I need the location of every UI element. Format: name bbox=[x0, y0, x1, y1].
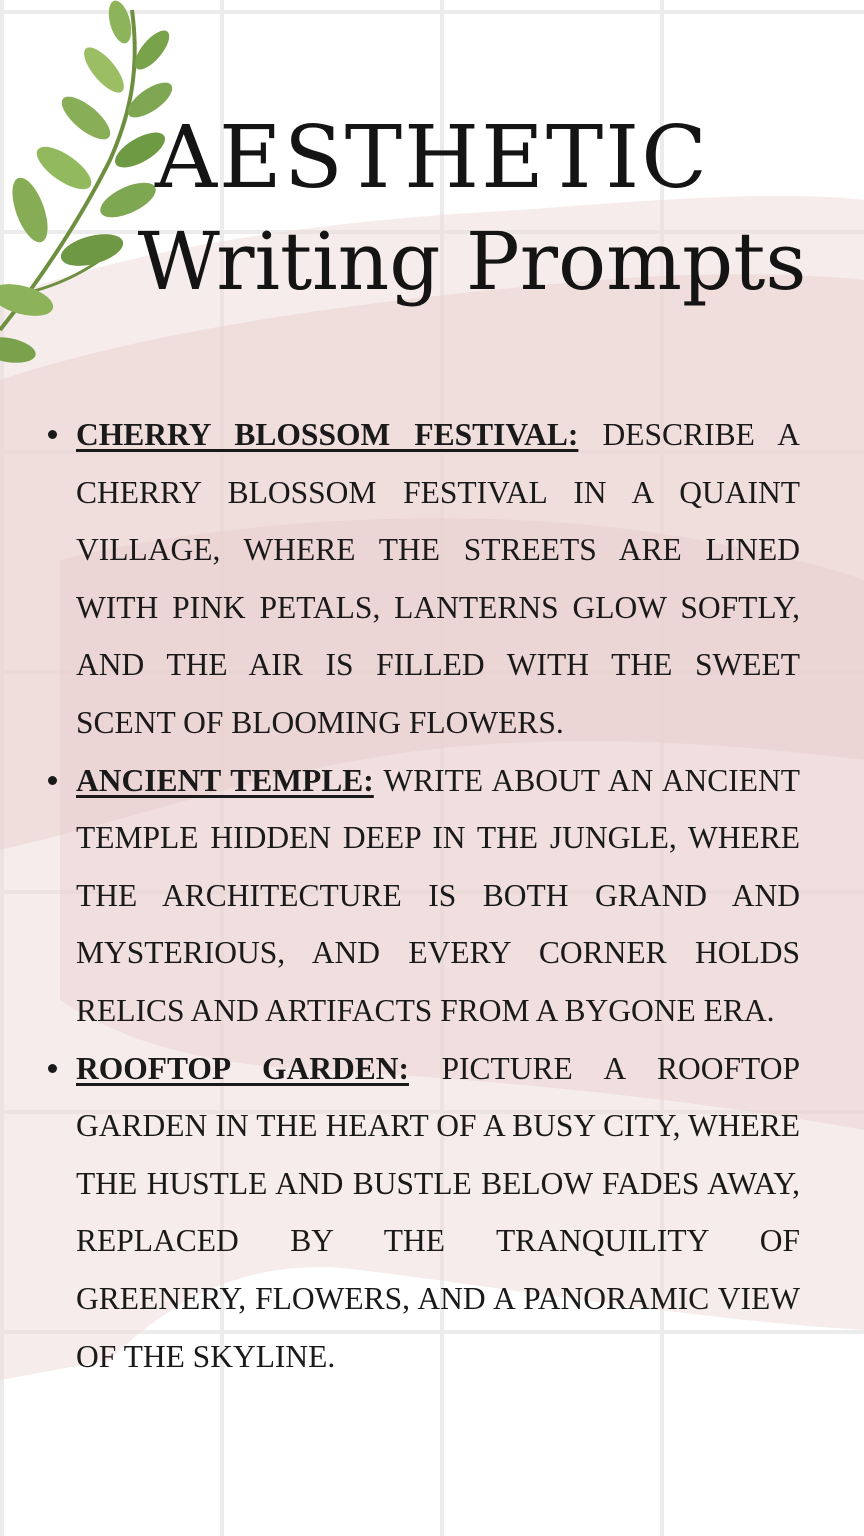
bullet-icon bbox=[48, 1064, 57, 1073]
list-item bbox=[76, 752, 800, 1040]
list-item bbox=[76, 1040, 800, 1386]
prompt-text: WRITE ABOUT AN ANCIENT TEMPLE HIDDEN DEEP IN THE JUNGLE, WHERE THE ARCHITECTURE IS BOTH GRAND AND MYSTERIOUS, AND EVERY CORNER HOLDS RELICS AND ARTIFACTS FROM A BYGONE ERA. bbox=[76, 762, 801, 1028]
prompt-label: CHERRY BLOSSOM FESTIVAL: bbox=[76, 417, 579, 452]
bullet-icon bbox=[48, 430, 57, 439]
list-item bbox=[76, 406, 800, 752]
prompt-text: PICTURE A ROOFTOP GARDEN IN THE HEART OF A BUSY CITY, WHERE THE HUSTLE AND BUSTLE BELOW FADES AWAY, REPLACED BY THE TRANQUILITY OF GREENERY, FLOWERS, AND A PANORAMIC VIEW OF THE SKYLINE. bbox=[76, 1050, 800, 1374]
prompt-list bbox=[76, 406, 800, 1385]
bullet-icon bbox=[48, 776, 57, 785]
title-line-2: Writing Prompts bbox=[137, 215, 807, 308]
prompt-label: ANCIENT TEMPLE: bbox=[76, 762, 374, 798]
prompt-label: ROOFTOP GARDEN: bbox=[76, 1050, 409, 1086]
prompt-text: DESCRIBE A CHERRY BLOSSOM FESTIVAL IN A QUAINT VILLAGE, WHERE THE STREETS ARE LINED WITH PINK PETALS, LANTERNS GLOW SOFTLY, AND THE AIR IS FILLED WITH THE SWEET SCENT OF BLOOMING FLOWERS. bbox=[76, 417, 801, 740]
title-line-1: AESTHETIC bbox=[154, 108, 710, 208]
